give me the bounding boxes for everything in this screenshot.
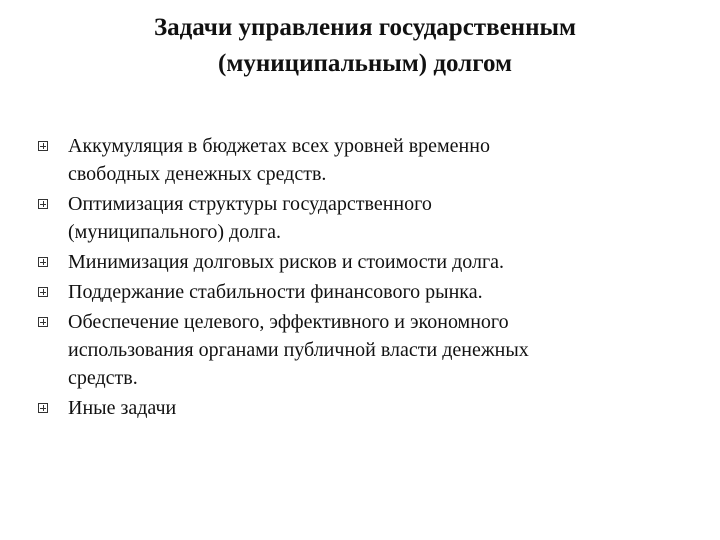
boxed-plus-bullet-icon: [38, 141, 48, 151]
list-item-line: свободных денежных средств.: [68, 163, 327, 185]
list-item-line: средств.: [68, 367, 138, 389]
boxed-plus-bullet-icon: [38, 317, 48, 327]
list-item: [38, 248, 678, 276]
list-item: [38, 308, 678, 392]
list-item-line: Аккумуляция в бюджетах всех уровней временно: [68, 135, 490, 157]
list-item: [38, 278, 678, 306]
list-item-line: Минимизация долговых рисков и стоимости долга.: [68, 251, 505, 273]
list-item-line: Оптимизация структуры государственного: [68, 193, 432, 215]
boxed-plus-bullet-icon: [38, 199, 48, 209]
title-line-2: (муниципальным) долгом: [218, 50, 512, 77]
list-item-line: Иные задачи: [68, 397, 177, 419]
list-item-line: Обеспечение целевого, эффективного и экономного: [68, 311, 509, 333]
list-item-line: (муниципального) долга.: [68, 221, 282, 243]
list-item-line: использования органами публичной власти денежных: [68, 339, 529, 361]
boxed-plus-bullet-icon: [38, 287, 48, 297]
boxed-plus-bullet-icon: [38, 257, 48, 267]
list-item: [38, 132, 678, 188]
list-item-line: Поддержание стабильности финансового рынка.: [68, 281, 483, 303]
list-item: [38, 190, 678, 246]
list-item: [38, 394, 678, 422]
title-line-1: Задачи управления государственным: [153, 14, 577, 41]
task-list: [38, 132, 678, 424]
slide-title: [0, 10, 720, 82]
boxed-plus-bullet-icon: [38, 403, 48, 413]
